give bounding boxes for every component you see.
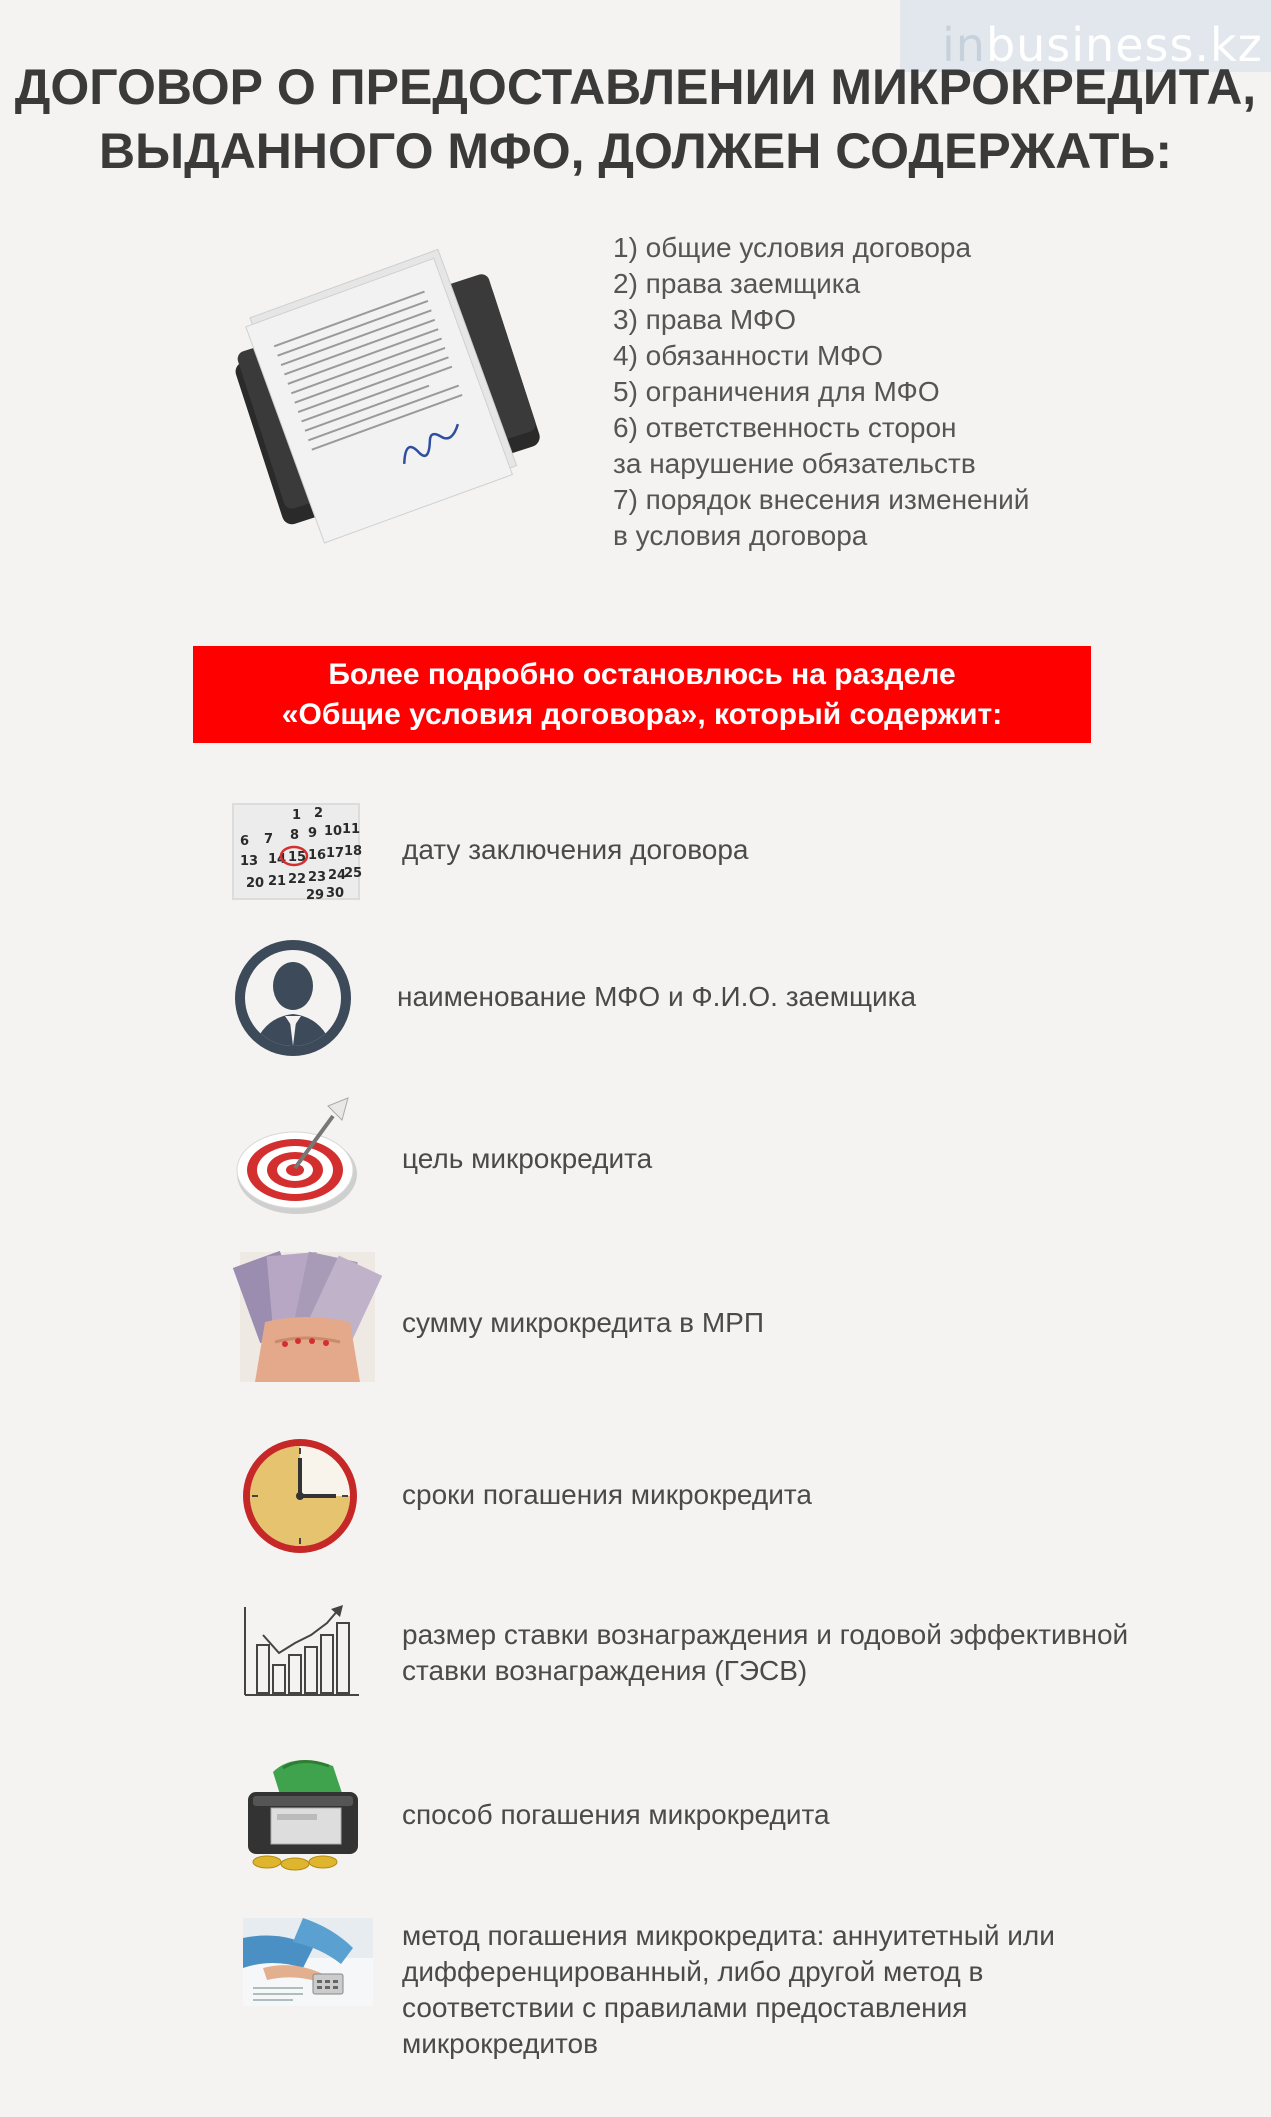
item-text-date <box>402 832 748 868</box>
contents-line: за нарушение обязательств <box>613 448 976 479</box>
item-line: цель микрокредита <box>402 1143 653 1174</box>
calendar-day: 18 <box>344 844 363 859</box>
calendar-day: 17 <box>326 846 345 861</box>
title-line-1: ДОГОВОР О ПРЕДОСТАВЛЕНИИ МИКРОКРЕДИТА, <box>14 59 1257 115</box>
calendar-day: 30 <box>326 886 345 901</box>
wallet-icon <box>243 1752 363 1874</box>
calendar-day: 8 <box>290 828 300 843</box>
calendar-day: 9 <box>308 826 318 841</box>
calendar-day: 22 <box>288 872 307 887</box>
calendar-day: 16 <box>308 848 327 863</box>
calendar-day: 1 <box>292 808 302 823</box>
calendar-day: 20 <box>246 876 265 891</box>
item-line: способ погашения микрокредита <box>402 1799 830 1830</box>
contents-line: 5) ограничения для МФО <box>613 376 940 407</box>
banner-line-2: «Общие условия договора», который содержит: <box>281 697 1003 731</box>
item-line: размер ставки вознаграждения и годовой эффективной <box>402 1619 1129 1650</box>
contents-line: 7) порядок внесения изменений <box>613 484 1030 515</box>
contents-line: 3) права МФО <box>613 304 796 335</box>
calendar-day: 11 <box>342 822 361 837</box>
calendar-day: 10 <box>324 824 343 839</box>
item-text-amount <box>402 1305 764 1341</box>
calendar-day: 14 <box>268 852 287 867</box>
calculator-icon <box>243 1918 373 2006</box>
contents-line: 1) общие условия договора <box>613 232 972 263</box>
item-text-repayment-method <box>402 1918 1055 2062</box>
item-text-names <box>397 979 916 1015</box>
calendar-day: 7 <box>264 832 274 847</box>
item-text-terms <box>402 1477 812 1513</box>
calendar-day: 2 <box>314 806 324 821</box>
calendar-day: 13 <box>240 854 259 869</box>
item-line: дифференцированный, либо другой метод в <box>402 1956 984 1987</box>
item-text-rate <box>402 1617 1128 1689</box>
item-line: метод погашения микрокредита: аннуитетный или <box>402 1920 1055 1951</box>
clock-icon <box>240 1436 360 1556</box>
logo-text: inbusiness.kz <box>942 18 1263 72</box>
person-icon <box>233 938 353 1058</box>
banner-line-1: Более подробно остановлюсь на разделе <box>328 657 956 691</box>
calendar-day: 29 <box>306 888 325 903</box>
contents-list <box>613 230 1029 554</box>
contents-line: 2) права заемщика <box>613 268 861 299</box>
calendar-day: 25 <box>344 866 363 881</box>
calendar-day: 6 <box>240 834 250 849</box>
item-text-purpose <box>402 1141 652 1177</box>
item-line: сумму микрокредита в МРП <box>402 1307 764 1338</box>
item-line: наименование МФО и Ф.И.О. заемщика <box>397 981 917 1012</box>
page-title <box>0 55 1271 183</box>
calendar-day: 24 <box>328 868 347 883</box>
item-line: соответствии с правилами предоставления <box>402 1992 968 2023</box>
contents-line: 6) ответственность сторон <box>613 412 957 443</box>
contents-line: 4) обязанности МФО <box>613 340 884 371</box>
section-banner <box>193 646 1091 743</box>
item-line: дату заключения договора <box>402 834 749 865</box>
contents-line: в условия договора <box>613 520 868 551</box>
calendar-day: 15 <box>288 850 307 865</box>
target-icon <box>233 1096 363 1216</box>
money-hands-icon <box>240 1252 375 1382</box>
calendar-icon <box>232 803 363 903</box>
title-line-2: ВЫДАННОГО МФО, ДОЛЖЕН СОДЕРЖАТЬ: <box>99 123 1172 179</box>
item-line: ставки вознаграждения (ГЭСВ) <box>402 1655 808 1686</box>
item-line: сроки погашения микрокредита <box>402 1479 812 1510</box>
item-text-method <box>402 1797 830 1833</box>
document-folder-icon <box>228 250 538 530</box>
item-line: микрокредитов <box>402 2028 598 2059</box>
calendar-day: 23 <box>308 870 327 885</box>
growth-chart-icon <box>243 1605 361 1701</box>
calendar-day: 21 <box>268 874 287 889</box>
